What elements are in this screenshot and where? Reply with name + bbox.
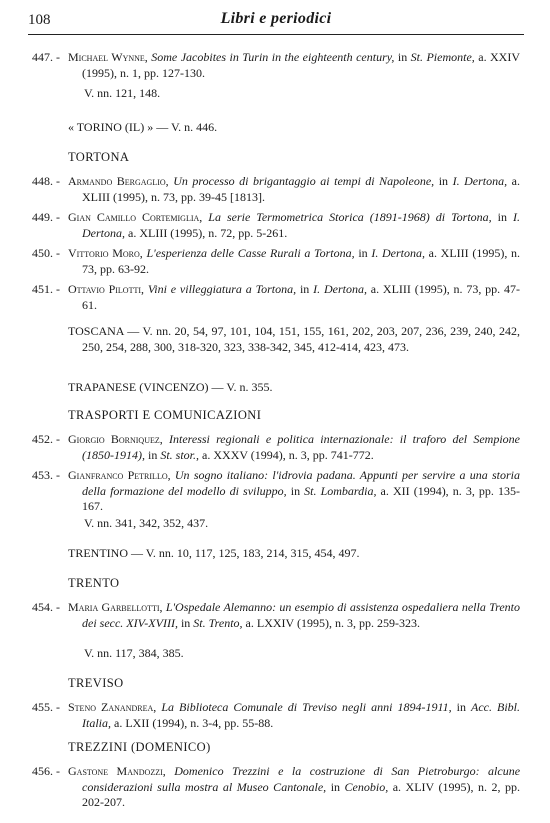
entry-journal: St. Piemonte, bbox=[410, 50, 475, 64]
see-also: V. nn. 117, 384, 385. bbox=[84, 646, 184, 660]
entry-journal: St. Lombardia, bbox=[304, 483, 377, 498]
entry-number: 453. - bbox=[32, 468, 60, 482]
entry-citation: a. XLIV (1995), n. 2, pp. 202-207. bbox=[82, 779, 520, 809]
entry-journal: St. stor., bbox=[160, 447, 200, 462]
entry-citation: a. XLIII (1995), n. 73, pp. 39-45 [1813]. bbox=[82, 174, 520, 204]
entry-author: Michael Wynne, bbox=[68, 50, 148, 64]
subject-heading: TREZZINI (DOMENICO) bbox=[68, 740, 211, 754]
page-number: 108 bbox=[28, 12, 51, 28]
entry-journal: I. Dertona, bbox=[313, 282, 367, 296]
bibliography-entry-449: 449. - Gian Camillo Cortemiglia, La serie Termometrica Storica (1891-1968) di Tortona, in I. Dertona, a. XLIII (1995), n. 72, pp. 5-261. bbox=[32, 210, 521, 240]
entry-title: La Biblioteca Comunale di Treviso negli anni 1894-1911, bbox=[161, 700, 452, 714]
entry-number: 456. - bbox=[32, 764, 60, 778]
entry-citation: a. XLIII (1995), n. 73, pp. 47-61. bbox=[82, 282, 520, 312]
bibliography-entry-455: 455. - Steno Zanandrea, La Biblioteca Comunale di Treviso negli anni 1894-1911, in Acc. Bibl. Italia, a. LXII (1994), n. 3-4, pp. 55-88. bbox=[32, 700, 521, 730]
entry-author: Giorgio Borniquez, bbox=[68, 432, 163, 446]
subject-heading: TRENTO bbox=[68, 576, 120, 590]
entry-number: 452. - bbox=[32, 432, 60, 446]
entry-number: 450. - bbox=[32, 246, 60, 260]
entry-author: Maria Garbellotti, bbox=[68, 600, 163, 614]
page-header bbox=[28, 8, 524, 35]
entry-number: 447. - bbox=[32, 50, 60, 64]
cross-reference: TRENTINO — V. nn. 10, 117, 125, 183, 214, 315, 454, 497. bbox=[68, 546, 360, 560]
subject-heading: TREVISO bbox=[68, 676, 124, 690]
entry-author: Ottavio Pilotti, bbox=[68, 282, 145, 296]
entry-journal: I. Dertona, bbox=[82, 210, 521, 240]
entry-author: Steno Zanandrea, bbox=[68, 700, 157, 714]
entry-title: Vini e villeggiatura a Tortona, bbox=[147, 282, 297, 296]
entry-journal: I. Dertona, bbox=[371, 246, 425, 260]
entry-title: L'Ospedale Alemanno: un esempio di assistenza ospedaliera nella Trento dei secc. XIV-XVIII, bbox=[82, 600, 521, 630]
entry-title: Interessi regionali e politica internazionale: il traforo del Sempione (1850-1914), bbox=[82, 432, 520, 462]
entry-title: L'esperienza delle Casse Rurali a Tortona, bbox=[146, 246, 355, 260]
entry-citation: a. XLIII (1995), n. 73, pp. 63-92. bbox=[82, 246, 521, 276]
entry-author: Gastone Mandozzi, bbox=[68, 764, 166, 778]
entry-number: 448. - bbox=[32, 174, 60, 188]
bibliography-entry-448: 448. - Armando Bergaglio, Un processo di brigantaggio ai tempi di Napoleone, in I. Dertona, a. XLIII (1995), n. 73, pp. 39-45 [1813]. bbox=[32, 174, 520, 204]
entry-number: 451. - bbox=[32, 282, 60, 296]
entry-citation: a. XII (1994), n. 3, pp. 135-167. bbox=[82, 483, 520, 513]
entry-title: Un processo di brigantaggio ai tempi di Napoleone, bbox=[173, 174, 435, 188]
bibliography-entry-453: 453. - Gianfranco Petrillo, Un sogno italiano: l'idrovia padana. Appunti per servire a una storia della formazione del modello di sviluppo, in St. Lombardia, a. XII (1994), n. 3, pp. 135-167. bbox=[32, 468, 521, 513]
entry-author: Vittorio Moro, bbox=[68, 246, 143, 260]
entry-journal: St. Trento, bbox=[193, 615, 243, 630]
entry-author: Gianfranco Petrillo, bbox=[68, 468, 171, 482]
entry-title: Un sogno italiano: l'idrovia padana. Appunti per servire a una storia della formazione del modello di sviluppo, bbox=[82, 468, 521, 498]
entry-number: 449. - bbox=[32, 210, 60, 224]
entry-journal: Acc. Bibl. Italia, bbox=[82, 700, 521, 730]
entry-number: 455. - bbox=[32, 700, 60, 714]
subject-heading: TRASPORTI E COMUNICAZIONI bbox=[68, 408, 262, 422]
entry-journal: I. Dertona, bbox=[452, 174, 508, 188]
bibliography-entry-451: 451. - Ottavio Pilotti, Vini e villeggiatura a Tortona, in I. Dertona, a. XLIII (1995), n. 73, pp. 47-61. bbox=[32, 282, 520, 312]
entry-number: 454. - bbox=[32, 600, 60, 614]
entry-journal: Cenobio, bbox=[344, 779, 389, 794]
subject-heading: TORTONA bbox=[68, 150, 130, 164]
entry-citation: a. LXXIV (1995), n. 3, pp. 259-323. bbox=[242, 615, 420, 630]
cross-reference: TRAPANESE (VINCENZO) — V. n. 355. bbox=[68, 380, 273, 394]
entry-title: Some Jacobites in Turin in the eighteenth century, bbox=[151, 50, 395, 64]
see-also: V. nn. 341, 342, 352, 437. bbox=[84, 516, 209, 530]
bibliography-entry-456: 456. - Gastone Mandozzi, Domenico Trezzini e la costruzione di San Pietroburgo: alcune considerazioni sulla mostra al Museo Cantonale, in Cenobio, a. XLIV (1995), n. 2, pp. 202-207. bbox=[32, 764, 521, 809]
entry-author: Armando Bergaglio, bbox=[68, 174, 169, 188]
entry-title: Domenico Trezzini e la costruzione di San Pietroburgo: alcune considerazioni sulla mostra al Museo Cantonale, bbox=[82, 764, 521, 794]
cross-reference: « TORINO (IL) » — V. n. 446. bbox=[68, 120, 218, 134]
cross-reference: TOSCANA — V. nn. 20, 54, 97, 101, 104, 151, 155, 161, 202, 203, 207, 236, 239, 240, 242, 250, 254, 288, 300, 318-320, 323, 338-342, 345, 412-414, 423, 473. bbox=[68, 324, 520, 354]
entry-author: Gian Camillo Cortemiglia, bbox=[68, 210, 203, 224]
running-head: Libri e periodici bbox=[220, 10, 332, 27]
entry-citation: a. XXXV (1994), n. 3, pp. 741-772. bbox=[199, 447, 374, 462]
entry-citation: a. XLIII (1995), n. 72, pp. 5-261. bbox=[125, 225, 288, 240]
see-also: V. nn. 121, 148. bbox=[84, 86, 161, 100]
bibliography-entry-447: 447. - Michael Wynne, Some Jacobites in Turin in the eighteenth century, in St. Piemonte, a. XXIV (1995), n. 1, pp. 127-130. bbox=[32, 50, 521, 80]
entry-citation: a. XXIV (1995), n. 1, pp. 127-130. bbox=[82, 50, 521, 80]
bibliography-entry-452: 452. - Giorgio Borniquez, Interessi regionali e politica internazionale: il traforo del Sempione (1850-1914), in St. stor., a. XXXV (1994), n. 3, pp. 741-772. bbox=[32, 432, 520, 462]
bibliography-entry-450: 450. - Vittorio Moro, L'esperienza delle Casse Rurali a Tortona, in I. Dertona, a. XLIII (1995), n. 73, pp. 63-92. bbox=[32, 246, 521, 276]
entry-citation: a. LXII (1994), n. 3-4, pp. 55-88. bbox=[111, 715, 274, 730]
bibliography-entry-454: 454. - Maria Garbellotti, L'Ospedale Alemanno: un esempio di assistenza ospedaliera nella Trento dei secc. XIV-XVIII, in St. Trento, a. LXXIV (1995), n. 3, pp. 259-323. bbox=[32, 600, 521, 630]
entry-title: La serie Termometrica Storica (1891-1968) di Tortona, bbox=[208, 210, 492, 224]
